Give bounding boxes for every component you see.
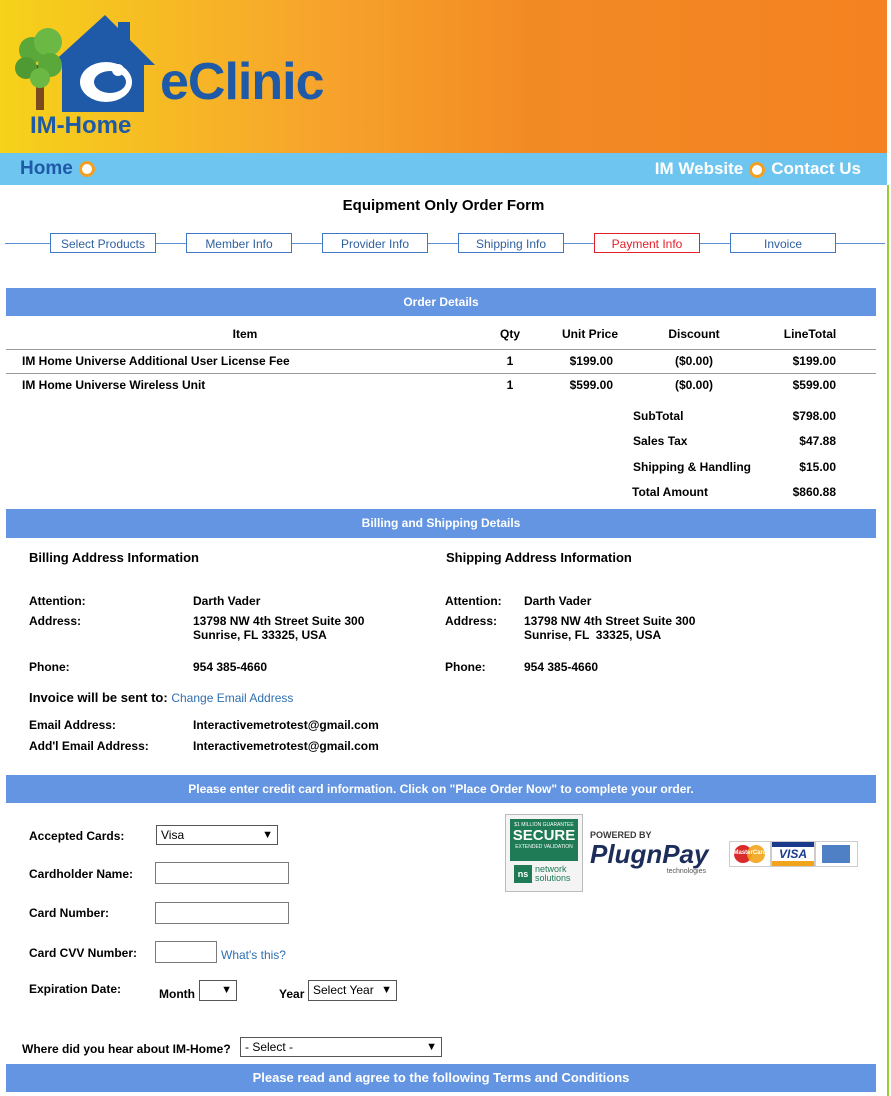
card-cvv-input[interactable] [155, 941, 217, 963]
card-number-input[interactable] [155, 902, 289, 924]
shipping-attention-value: Darth Vader [524, 594, 592, 608]
step-shipping-info[interactable]: Shipping Info [458, 233, 564, 253]
secure-badge-top: $1 MILLION GUARANTEE [514, 822, 574, 828]
table-row-discount: ($0.00) [674, 378, 714, 392]
table-row-line-total: $599.00 [792, 378, 836, 392]
month-label: Month [159, 987, 195, 1001]
whats-this-link[interactable]: What's this? [221, 948, 286, 962]
page-title: Equipment Only Order Form [342, 197, 545, 214]
shipping-handling-label: Shipping & Handling [633, 460, 751, 474]
billing-attention-label: Attention: [29, 594, 86, 608]
hear-about-select[interactable] [240, 1037, 442, 1057]
secure-badge-brand1: network [535, 864, 567, 874]
table-divider [6, 349, 876, 350]
plugnpay-powered-by: POWERED BY [590, 830, 652, 840]
hear-about-value: - Select - [245, 1040, 294, 1054]
step-invoice[interactable]: Invoice [730, 233, 836, 253]
mastercard-icon [729, 841, 771, 867]
nav-im-website-link[interactable]: IM Website [654, 159, 744, 178]
page-edge-divider [887, 185, 889, 1096]
total-amount-label: Total Amount [632, 485, 708, 499]
col-header-item: Item [232, 327, 258, 341]
cardholder-name-input[interactable] [155, 862, 289, 884]
subtotal-value: $798.00 [792, 409, 836, 423]
shipping-handling-value: $15.00 [799, 460, 836, 474]
plugnpay-logo [590, 830, 720, 878]
shipping-phone-value: 954 385-4660 [524, 660, 599, 674]
chevron-down-icon: ▼ [426, 1041, 437, 1053]
network-solutions-icon: ns [514, 865, 532, 883]
table-row-unit-price: $199.00 [569, 354, 613, 368]
visa-icon [771, 841, 815, 867]
nav-right-links [655, 159, 861, 179]
accepted-cards-label: Accepted Cards: [29, 829, 125, 843]
secure-badge [505, 814, 583, 892]
year-select[interactable] [308, 980, 397, 1001]
accepted-cards-value: Visa [161, 828, 185, 842]
chevron-down-icon: ▼ [381, 984, 392, 996]
billing-phone-value: 954 385-4660 [193, 660, 268, 674]
col-header-discount: Discount [668, 327, 720, 341]
step-select-products[interactable]: Select Products [50, 233, 156, 253]
shipping-phone-label: Phone: [445, 660, 486, 674]
billing-address-label: Address: [29, 614, 82, 628]
col-header-line-total: LineTotal [783, 327, 837, 341]
billing-attention-value: Darth Vader [193, 594, 261, 608]
billing-shipping-header: Billing and Shipping Details [6, 509, 876, 538]
cardholder-name-label: Cardholder Name: [29, 867, 134, 881]
brand-name: eClinic [160, 53, 324, 111]
billing-phone-label: Phone: [29, 660, 70, 674]
plugnpay-name: PlugnPay [590, 839, 709, 869]
table-row-qty: 1 [506, 354, 514, 368]
table-row-line-total: $199.00 [792, 354, 836, 368]
invoice-recipient-row [29, 690, 293, 705]
additional-email-value: Interactivemetrotest@gmail.com [193, 739, 379, 753]
site-header [0, 0, 887, 153]
house-tree-logo-icon [10, 10, 160, 120]
nav-bullet-icon [749, 162, 765, 178]
year-label: Year [279, 987, 305, 1001]
sales-tax-label: Sales Tax [633, 434, 688, 448]
step-payment-info[interactable]: Payment Info [594, 233, 700, 253]
subtotal-label: SubTotal [633, 409, 684, 423]
shipping-address-label: Address: [445, 614, 498, 628]
card-cvv-label: Card CVV Number: [29, 946, 138, 960]
table-row-qty: 1 [506, 378, 514, 392]
plugnpay-sub: technologies [666, 868, 706, 875]
nav-contact-us-link[interactable]: Contact Us [771, 159, 861, 178]
mastercard-label: MasterCard [733, 850, 767, 856]
secure-badge-main: SECURE [512, 827, 576, 844]
shipping-address-line1: 13798 NW 4th Street Suite 300 [524, 614, 696, 628]
shipping-address-title: Shipping Address Information [446, 550, 632, 565]
col-header-unit-price: Unit Price [561, 327, 618, 341]
chevron-down-icon: ▼ [262, 829, 273, 841]
table-row-unit-price: $599.00 [569, 378, 613, 392]
secure-badge-brand2: solutions [535, 873, 571, 883]
nav-home-link[interactable] [20, 158, 101, 180]
table-row-discount: ($0.00) [674, 354, 714, 368]
nav-home-label: Home [20, 158, 73, 179]
secure-badge-sub: EXTENDED VALIDATION [515, 844, 573, 850]
shipping-address-line2: Sunrise, FL 33325, USA [524, 628, 662, 642]
total-amount-value: $860.88 [792, 485, 836, 499]
invoice-recipient-label: Invoice will be sent to: [29, 690, 168, 705]
visa-label: VISA [778, 847, 807, 861]
card-number-label: Card Number: [29, 906, 110, 920]
billing-address-line2: Sunrise, FL 33325, USA [193, 628, 327, 642]
email-address-value: Interactivemetrotest@gmail.com [193, 718, 379, 732]
chevron-down-icon: ▼ [221, 984, 232, 996]
email-address-label: Email Address: [29, 718, 116, 732]
year-value: Select Year [313, 983, 374, 997]
table-row-item: IM Home Universe Additional User License Fee [22, 354, 290, 368]
expiration-date-label: Expiration Date: [29, 982, 122, 996]
sales-tax-value: $47.88 [799, 434, 836, 448]
nav-bullet-icon [79, 161, 95, 177]
order-details-header: Order Details [6, 288, 876, 316]
payment-header: Please enter credit card information. Click on "Place Order Now" to complete your order. [6, 775, 876, 803]
col-header-qty: Qty [499, 327, 520, 341]
table-divider [6, 373, 876, 374]
hear-about-label: Where did you hear about IM-Home? [22, 1042, 231, 1056]
billing-address-line1: 13798 NW 4th Street Suite 300 [193, 614, 365, 628]
terms-header: Please read and agree to the following Terms and Conditions [6, 1064, 876, 1092]
change-email-link[interactable]: Change Email Address [171, 691, 294, 705]
table-row-item: IM Home Universe Wireless Unit [22, 378, 206, 392]
accepted-cards-select[interactable] [156, 825, 278, 845]
month-select[interactable] [199, 980, 237, 1001]
step-provider-info[interactable]: Provider Info [322, 233, 428, 253]
top-nav-bar [0, 153, 887, 185]
step-member-info[interactable]: Member Info [186, 233, 292, 253]
billing-address-title: Billing Address Information [29, 550, 199, 565]
brand-subname: IM-Home [30, 112, 132, 139]
additional-email-label: Add'l Email Address: [29, 739, 149, 753]
shipping-attention-label: Attention: [445, 594, 502, 608]
amex-icon [815, 841, 858, 867]
